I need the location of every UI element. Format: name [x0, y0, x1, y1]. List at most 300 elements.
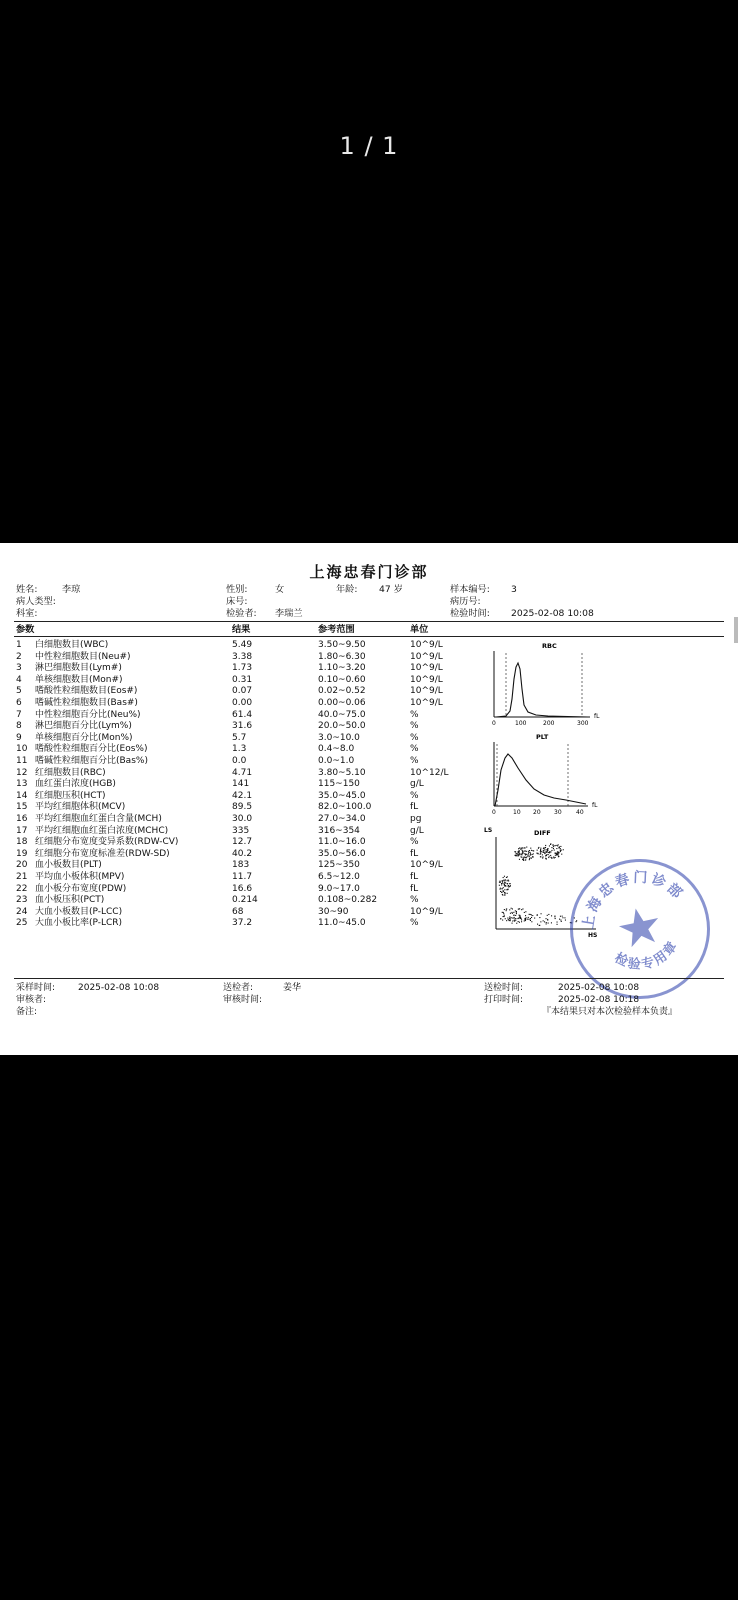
diff-scatter-dot — [526, 917, 527, 918]
diff-scatter-dot — [504, 880, 505, 881]
diff-scatter-dot — [546, 923, 547, 924]
diff-scatter-dot — [560, 846, 561, 847]
diff-scatter-dot — [540, 854, 541, 855]
row-reference-range: 35.0~56.0 — [318, 848, 366, 859]
row-reference-range: 27.0~34.0 — [318, 814, 366, 824]
row-unit: % — [410, 709, 419, 720]
diff-scatter-dot — [500, 918, 501, 919]
row-reference-range: 1.10~3.20 — [318, 663, 366, 674]
page-counter: 1 / 1 — [339, 132, 399, 160]
row-param-name: 单核细胞数目(Mon#) — [35, 674, 123, 685]
row-result: 183 — [232, 860, 250, 871]
rbc-curve — [496, 663, 588, 717]
reviewer-label: 审核者: — [16, 995, 47, 1005]
column-divider — [14, 636, 724, 637]
diff-scatter-dot — [536, 853, 537, 854]
diff-scatter-dot — [504, 909, 505, 910]
print-time-value: 2025-02-08 10:18 — [558, 995, 640, 1005]
diff-scatter-dot — [507, 893, 508, 894]
row-reference-range: 11.0~45.0 — [318, 918, 366, 929]
diff-scatter-dot — [530, 920, 531, 921]
row-param-name: 平均红细胞体积(MCV) — [35, 802, 126, 813]
diff-scatter-dot — [510, 920, 511, 921]
row-unit: pg — [410, 814, 422, 824]
diff-scatter-dot — [528, 853, 529, 854]
plt-curve — [495, 754, 586, 806]
plt-chart-title: PLT — [536, 733, 549, 741]
diff-scatter-dot — [522, 908, 523, 909]
diff-scatter-dot — [522, 850, 523, 851]
report-title: 上海忠春门诊部 — [309, 563, 429, 581]
diff-scatter-dot — [555, 918, 556, 919]
diff-scatter-dot — [548, 854, 549, 855]
row-param-name: 嗜碱性粒细胞数目(Bas#) — [35, 698, 138, 708]
diff-scatter-dot — [508, 885, 509, 886]
rbc-tick-0: 0 — [492, 720, 496, 727]
row-number: 6 — [16, 698, 22, 708]
row-reference-range: 0.00~0.06 — [318, 698, 366, 708]
row-number: 15 — [16, 802, 28, 813]
plt-tick-40: 40 — [576, 809, 584, 816]
diff-scatter-dot — [552, 845, 553, 846]
row-result: 0.07 — [232, 686, 253, 697]
row-param-name: 淋巴细胞数目(Lym#) — [35, 663, 122, 674]
diff-scatter-dot — [520, 849, 521, 850]
diff-scatter-dot — [529, 858, 530, 859]
diff-scatter-dot — [507, 880, 508, 881]
stamp-bottom-text: 检验专用章 — [611, 937, 682, 974]
diff-scatter-dot — [514, 851, 515, 852]
diff-scatter-dot — [562, 917, 563, 918]
diff-scatter-dot — [505, 882, 506, 883]
diff-scatter-dot — [516, 853, 517, 854]
row-unit: fL — [410, 872, 419, 882]
row-unit: 10^9/L — [410, 698, 443, 708]
row-reference-range: 115~150 — [318, 779, 360, 790]
row-unit: g/L — [410, 825, 424, 836]
diff-scatter-dot — [519, 854, 520, 855]
table-row — [0, 791, 738, 803]
row-number: 7 — [16, 709, 22, 720]
diff-scatter-dot — [556, 854, 557, 855]
diff-scatter-dot — [543, 920, 544, 921]
row-result: 42.1 — [232, 790, 253, 801]
diff-scatter-dot — [556, 845, 557, 846]
diff-scatter-dot — [522, 853, 523, 854]
stamp-star-icon — [616, 904, 663, 949]
diff-scatter-dot — [529, 850, 530, 851]
table-row — [0, 768, 738, 780]
diff-scatter-dot — [516, 911, 517, 912]
diff-scatter-dot — [553, 848, 554, 849]
row-param-name: 血小板分布宽度(PDW) — [35, 883, 127, 894]
row-param-name: 中性粒细胞百分比(Neu%) — [35, 709, 141, 720]
diff-scatter-dot — [551, 847, 552, 848]
sender-label: 送检者: — [223, 983, 254, 993]
diff-scatter-dot — [561, 854, 562, 855]
diff-scatter-dot — [503, 916, 504, 917]
row-param-name: 大血小板数目(P-LCC) — [35, 906, 123, 917]
diff-scatter-dot — [504, 894, 505, 895]
diff-scatter-dot — [533, 853, 534, 854]
diff-scatter-dot — [524, 851, 525, 852]
diff-scatter-dot — [526, 854, 527, 855]
diff-scatter-dot — [508, 919, 509, 920]
diff-scatter-dot — [506, 920, 507, 921]
report-document[interactable] — [0, 543, 738, 1055]
diff-scatter-dot — [502, 880, 503, 881]
diff-scatter-dot — [532, 854, 533, 855]
diff-scatter-dot — [525, 857, 526, 858]
age-value: 47 岁 — [379, 584, 403, 595]
diff-scatter-dot — [529, 856, 530, 857]
diff-scatter-dot — [525, 851, 526, 852]
diff-scatter-dot — [546, 922, 547, 923]
row-result: 0.00 — [232, 698, 253, 708]
diff-scatter-dot — [544, 853, 545, 854]
diff-scatter-dot — [510, 919, 511, 920]
table-row — [0, 849, 738, 861]
row-unit: % — [410, 732, 419, 743]
diff-scatter-dot — [530, 914, 531, 915]
diff-scatter-dot — [512, 913, 513, 914]
plt-unit: fL — [592, 802, 598, 809]
diff-scatter-dot — [515, 855, 516, 856]
diff-scatter-dot — [560, 848, 561, 849]
row-param-name: 平均红细胞血红蛋白浓度(MCHC) — [35, 825, 169, 836]
diff-scatter-dot — [519, 859, 520, 860]
diff-scatter-dot — [507, 918, 508, 919]
diff-scatter-dot — [530, 918, 531, 919]
diff-scatter-dot — [504, 884, 505, 885]
table-row — [0, 756, 738, 768]
row-number: 13 — [16, 779, 28, 790]
row-number: 22 — [16, 883, 28, 894]
row-number: 19 — [16, 848, 28, 859]
row-unit: % — [410, 918, 419, 929]
row-param-name: 淋巴细胞百分比(Lym%) — [35, 721, 132, 732]
row-unit: 10^9/L — [410, 640, 443, 650]
row-param-name: 大血小板比率(P-LCR) — [35, 918, 123, 929]
plt-tick-20: 20 — [533, 809, 541, 816]
diff-scatter-dot — [554, 916, 555, 917]
row-unit: 10^9/L — [410, 906, 443, 917]
diff-scatter-dot — [505, 879, 506, 880]
row-reference-range: 35.0~45.0 — [318, 790, 366, 801]
row-param-name: 嗜酸性粒细胞数目(Eos#) — [35, 686, 138, 697]
diff-scatter-dot — [509, 920, 510, 921]
diff-scatter-dot — [516, 913, 517, 914]
diff-scatter-dot — [554, 858, 555, 859]
rbc-unit: fL — [594, 713, 600, 720]
sample-no-value: 3 — [511, 584, 517, 595]
diff-scatter-dot — [511, 917, 512, 918]
diff-scatter-dot — [527, 919, 528, 920]
diff-scatter-dot — [529, 859, 530, 860]
diff-scatter-dot — [561, 850, 562, 851]
row-param-name: 白细胞数目(WBC) — [35, 640, 109, 650]
row-unit: 10^9/L — [410, 674, 443, 685]
diff-scatter-dot — [540, 856, 541, 857]
diff-scatter-dot — [540, 851, 541, 852]
diff-scatter-dot — [500, 891, 501, 892]
sample-time-value: 2025-02-08 10:08 — [78, 983, 160, 993]
diff-scatter-dot — [549, 856, 550, 857]
diff-scatter-dot — [557, 851, 558, 852]
diff-scatter-dot — [502, 920, 503, 921]
diff-scatter-dot — [504, 895, 505, 896]
row-result: 30.0 — [232, 814, 253, 824]
diff-scatter-dot — [504, 876, 505, 877]
column-range: 参考范围 — [318, 624, 355, 635]
diff-scatter-dot — [519, 916, 520, 917]
diff-scatter-dot — [554, 845, 555, 846]
row-result: 16.6 — [232, 883, 253, 894]
diff-scatter-dot — [550, 855, 551, 856]
diff-scatter-dot — [539, 917, 540, 918]
diff-scatter-dot — [549, 845, 550, 846]
diff-scatter-dot — [548, 852, 549, 853]
diff-scatter-dot — [525, 859, 526, 860]
diff-scatter-dot — [543, 850, 544, 851]
diff-scatter-dot — [510, 913, 511, 914]
diff-scatter-dot — [504, 916, 505, 917]
diff-scatter-dot — [558, 855, 559, 856]
tester-value: 李瑞兰 — [275, 608, 303, 619]
diff-scatter-dot — [524, 912, 525, 913]
row-number: 3 — [16, 663, 22, 674]
diff-scatter-dot — [543, 852, 544, 853]
rbc-tick-200: 200 — [543, 720, 555, 727]
diff-scatter-dot — [525, 920, 526, 921]
row-number: 24 — [16, 906, 28, 917]
diff-scatter-dot — [565, 920, 566, 921]
row-unit: 10^9/L — [410, 686, 443, 697]
name-label: 姓名: — [16, 584, 38, 595]
diff-scatter-dot — [551, 922, 552, 923]
diff-scatter-dot — [518, 854, 519, 855]
diff-scatter-dot — [546, 855, 547, 856]
table-row — [0, 652, 738, 664]
diff-scatter-dot — [512, 923, 513, 924]
diff-scatter-dot — [548, 923, 549, 924]
diff-scatter-dot — [519, 922, 520, 923]
row-reference-range: 125~350 — [318, 860, 360, 871]
diff-scatter-dot — [521, 921, 522, 922]
diff-scatter-dot — [509, 916, 510, 917]
diff-scatter-dot — [548, 848, 549, 849]
row-number: 23 — [16, 895, 28, 906]
diff-scatter-dot — [546, 849, 547, 850]
diff-scatter-dot — [506, 877, 507, 878]
row-reference-range: 40.0~75.0 — [318, 709, 366, 720]
diff-scatter-dot — [500, 888, 501, 889]
diff-chart-title: DIFF — [534, 829, 551, 837]
row-param-name: 嗜酸性粒细胞百分比(Eos%) — [35, 744, 148, 755]
diff-scatter-dot — [518, 851, 519, 852]
diff-scatter-dot — [515, 910, 516, 911]
row-unit: 10^12/L — [410, 767, 449, 778]
diff-scatter-dot — [502, 888, 503, 889]
diff-scatter-dot — [548, 857, 549, 858]
diff-scatter-dot — [530, 848, 531, 849]
diff-scatter-dot — [505, 918, 506, 919]
row-number: 25 — [16, 918, 28, 929]
diff-scatter-dot — [553, 857, 554, 858]
diff-scatter-dot — [522, 852, 523, 853]
diff-scatter-dot — [558, 856, 559, 857]
row-unit: % — [410, 721, 419, 732]
table-row — [0, 744, 738, 756]
diff-scatter-dot — [527, 856, 528, 857]
table-row — [0, 698, 738, 710]
row-number: 9 — [16, 732, 22, 743]
diff-scatter-dot — [562, 916, 563, 917]
diff-scatter-dot — [540, 848, 541, 849]
diff-scatter-dot — [563, 849, 564, 850]
row-unit: % — [410, 744, 419, 755]
diff-scatter-dot — [543, 848, 544, 849]
row-reference-range: 3.0~10.0 — [318, 732, 360, 743]
row-number: 5 — [16, 686, 22, 697]
diff-scatter-dot — [558, 853, 559, 854]
diff-scatter-dot — [504, 885, 505, 886]
diff-scatter-dot — [564, 917, 565, 918]
diff-scatter-dot — [500, 889, 501, 890]
diff-scatter-dot — [558, 844, 559, 845]
diff-scatter-dot — [547, 915, 548, 916]
row-result: 68 — [232, 906, 244, 917]
row-param-name: 血小板数目(PLT) — [35, 860, 102, 871]
row-number: 21 — [16, 872, 28, 882]
row-number: 4 — [16, 674, 22, 685]
diff-scatter-dot — [504, 915, 505, 916]
diff-scatter-dot — [556, 848, 557, 849]
diff-scatter-dot — [525, 915, 526, 916]
diff-scatter-dot — [538, 848, 539, 849]
diff-scatter-dot — [528, 852, 529, 853]
diff-scatter-dot — [531, 917, 532, 918]
diff-scatter-dot — [540, 921, 541, 922]
diff-scatter-dot — [542, 854, 543, 855]
row-reference-range: 0.108~0.282 — [318, 895, 378, 906]
diff-scatter-dot — [523, 860, 524, 861]
record-no-label: 病历号: — [450, 596, 481, 607]
row-unit: % — [410, 756, 419, 766]
remark-label: 备注: — [16, 1007, 38, 1017]
diff-scatter-dot — [520, 918, 521, 919]
diff-scatter-dot — [530, 852, 531, 853]
diff-scatter-dot — [514, 920, 515, 921]
age-label: 年龄: — [336, 584, 358, 595]
row-unit: % — [410, 790, 419, 801]
row-unit: 10^9/L — [410, 860, 443, 871]
department-label: 科室: — [16, 608, 38, 619]
diff-scatter-dot — [517, 918, 518, 919]
name-value: 李琼 — [62, 584, 81, 595]
row-param-name: 红细胞分布宽度标准差(RDW-SD) — [35, 848, 170, 859]
table-row — [0, 675, 738, 687]
row-param-name: 中性粒细胞数目(Neu#) — [35, 651, 131, 662]
diff-scatter-dot — [540, 850, 541, 851]
diff-scatter-dot — [545, 852, 546, 853]
column-unit: 单位 — [410, 624, 429, 635]
diff-scatter-dot — [551, 850, 552, 851]
row-param-name: 血小板压积(PCT) — [35, 895, 105, 906]
tester-label: 检验者: — [226, 608, 257, 619]
diff-scatter-dot — [499, 885, 500, 886]
gender-label: 性别: — [226, 584, 248, 595]
diff-scatter-dot — [554, 850, 555, 851]
row-result: 12.7 — [232, 837, 253, 848]
diff-scatter-dot — [559, 847, 560, 848]
diff-scatter-dot — [560, 920, 561, 921]
diff-scatter-dot — [532, 856, 533, 857]
diff-scatter-dot — [510, 883, 511, 884]
row-param-name: 单核细胞百分比(Mon%) — [35, 732, 133, 743]
test-time-label: 检验时间: — [450, 608, 490, 619]
stamp-top-text: 上海忠春门诊部 — [580, 869, 687, 931]
row-reference-range: 6.5~12.0 — [318, 872, 360, 882]
row-result: 0.31 — [232, 674, 253, 685]
diff-scatter-dot — [507, 886, 508, 887]
diff-scatter-dot — [499, 882, 500, 883]
row-unit: % — [410, 895, 419, 906]
diff-scatter-dot — [503, 913, 504, 914]
table-row — [0, 721, 738, 733]
diff-scatter-dot — [513, 918, 514, 919]
diff-scatter-dot — [540, 852, 541, 853]
row-number: 1 — [16, 640, 22, 650]
row-number: 12 — [16, 767, 28, 778]
diff-scatter-dot — [537, 850, 538, 851]
rbc-chart-title: RBC — [542, 642, 557, 650]
diff-scatter-dot — [518, 855, 519, 856]
diff-scatter-dot — [515, 918, 516, 919]
diff-scatter-dot — [526, 847, 527, 848]
row-unit: fL — [410, 848, 419, 859]
table-row — [0, 686, 738, 698]
table-row — [0, 779, 738, 791]
diff-scatter-dot — [511, 908, 512, 909]
diff-scatter-dot — [504, 879, 505, 880]
row-reference-range: 11.0~16.0 — [318, 837, 366, 848]
plt-tick-30: 30 — [554, 809, 562, 816]
diff-scatter-dot — [521, 857, 522, 858]
row-param-name: 红细胞压积(HCT) — [35, 790, 106, 801]
diff-scatter-dot — [512, 908, 513, 909]
row-number: 17 — [16, 825, 28, 836]
diff-scatter-dot — [551, 915, 552, 916]
row-reference-range: 316~354 — [318, 825, 360, 836]
row-number: 2 — [16, 651, 22, 662]
row-reference-range: 0.10~0.60 — [318, 674, 366, 685]
diff-scatter-dot — [546, 918, 547, 919]
diff-scatter-dot — [540, 849, 541, 850]
table-row — [0, 663, 738, 675]
print-time-label: 打印时间: — [484, 995, 524, 1005]
diff-scatter-dot — [550, 851, 551, 852]
diff-scatter-dot — [524, 853, 525, 854]
row-unit: fL — [410, 802, 419, 813]
diff-scatter-dot — [541, 913, 542, 914]
diff-scatter-dot — [521, 919, 522, 920]
row-result: 37.2 — [232, 918, 253, 929]
diff-scatter-dot — [532, 915, 533, 916]
diff-scatter-dot — [500, 882, 501, 883]
diff-scatter-dot — [545, 845, 546, 846]
table-row — [0, 733, 738, 745]
